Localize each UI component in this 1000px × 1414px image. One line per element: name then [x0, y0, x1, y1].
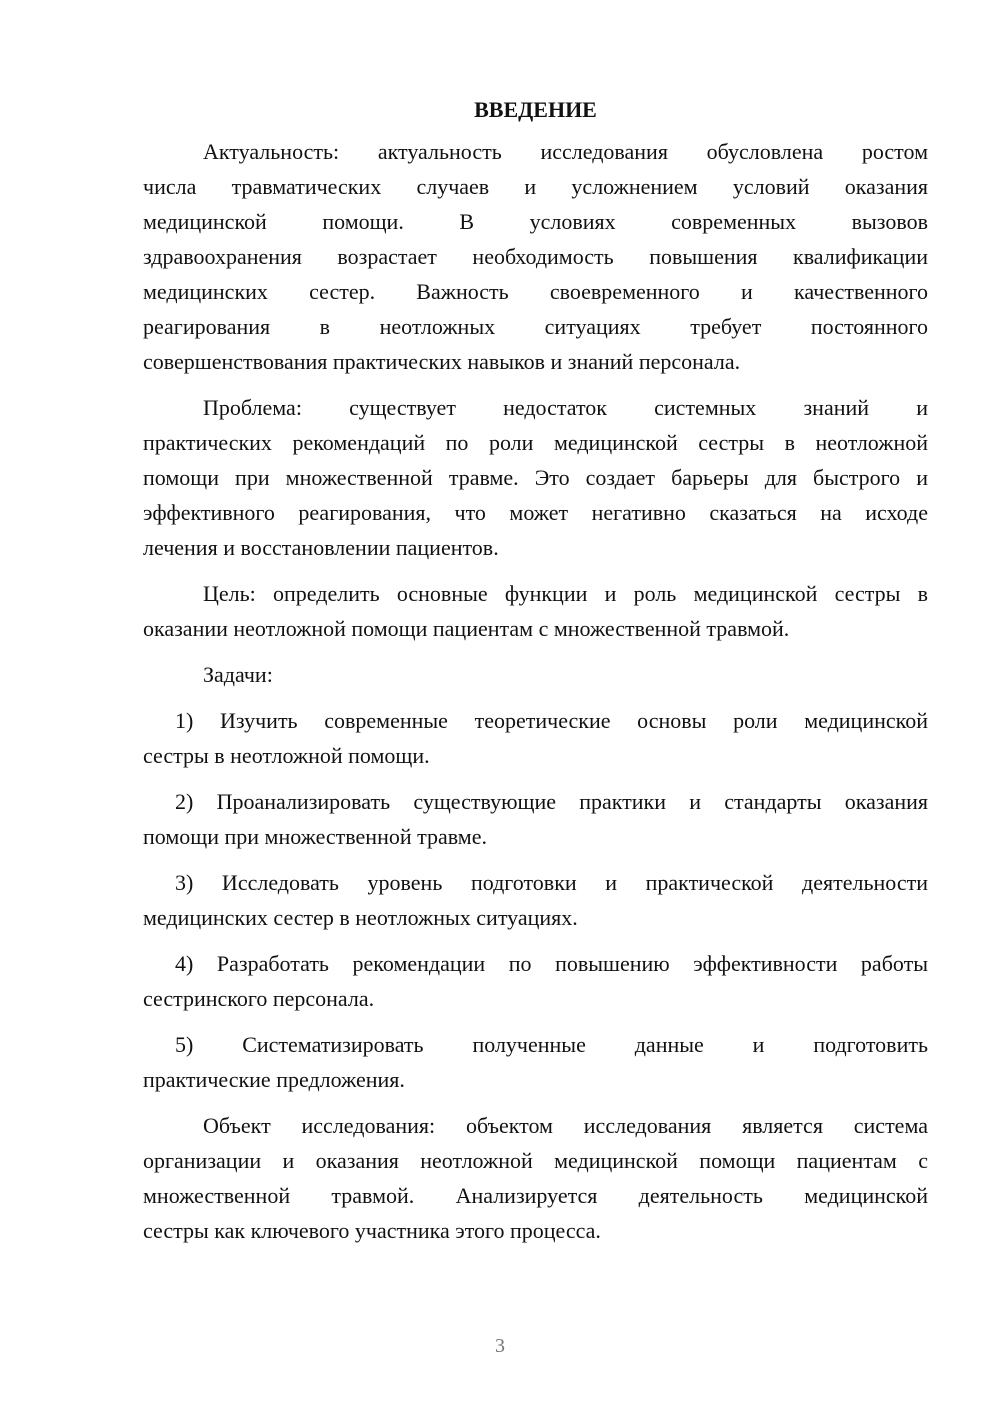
text-line: совершенствования практических навыков и знаний персонала. — [143, 349, 741, 374]
text-line: сестры как ключевого участника этого процесса. — [143, 1218, 601, 1243]
text-line: множественной травмой. Анализируется деятельность медицинской — [143, 1183, 928, 1208]
text-line: Актуальность: актуальность исследования обусловлена ростом — [203, 139, 928, 164]
document-page — [143, 92, 928, 1259]
section-title: ВВЕДЕНИЕ — [474, 97, 597, 122]
text-line: Проблема: существует недостаток системных знаний и — [203, 395, 928, 420]
text-line: Цель: определить основные функции и роль медицинской сестры в — [203, 581, 928, 606]
text-line: практические предложения. — [143, 1067, 405, 1092]
text-line: сестры в неотложной помощи. — [143, 743, 430, 768]
text-line: лечения и восстановлении пациентов. — [143, 535, 499, 560]
body-text — [143, 134, 928, 1248]
task-list-item — [143, 703, 928, 773]
text-line: 5) Систематизировать полученные данные и подготовить — [175, 1032, 928, 1057]
paragraph — [143, 576, 928, 646]
text-line: 3) Исследовать уровень подготовки и практической деятельности — [175, 870, 928, 895]
text-line: Задачи: — [203, 662, 273, 687]
task-list-item — [143, 946, 928, 1016]
text-line: помощи при множественной травме. — [143, 824, 487, 849]
text-line: организации и оказания неотложной медицинской помощи пациентам с — [143, 1148, 928, 1173]
text-line: реагирования в неотложных ситуациях требует постоянного — [143, 314, 928, 339]
text-line: сестринского персонала. — [143, 986, 375, 1011]
paragraph — [143, 657, 928, 692]
text-line: помощи при множественной травме. Это создает барьеры для быстрого и — [143, 465, 928, 490]
task-list-item — [143, 865, 928, 935]
text-line: медицинской помощи. В условиях современных вызовов — [143, 209, 928, 234]
text-line: эффективного реагирования, что может негативно сказаться на исходе — [143, 500, 928, 525]
text-line: медицинских сестер. Важность своевременного и качественного — [143, 279, 928, 304]
paragraph — [143, 134, 928, 379]
task-list-item — [143, 784, 928, 854]
text-line: 2) Проанализировать существующие практики и стандарты оказания — [175, 789, 928, 814]
paragraph — [143, 1108, 928, 1248]
text-line: Объект исследования: объектом исследования является система — [203, 1113, 928, 1138]
paragraph — [143, 390, 928, 565]
page-number: 3 — [495, 1335, 505, 1357]
text-line: оказании неотложной помощи пациентам с множественной травмой. — [143, 616, 790, 641]
text-line: числа травматических случаев и усложнением условий оказания — [143, 174, 928, 199]
text-line: практических рекомендаций по роли медицинской сестры в неотложной — [143, 430, 928, 455]
text-line: 1) Изучить современные теоретические основы роли медицинской — [175, 708, 928, 733]
text-line: медицинских сестер в неотложных ситуациях. — [143, 905, 578, 930]
task-list-item — [143, 1027, 928, 1097]
text-line: здравоохранения возрастает необходимость повышения квалификации — [143, 244, 928, 269]
text-line: 4) Разработать рекомендации по повышению эффективности работы — [175, 951, 928, 976]
